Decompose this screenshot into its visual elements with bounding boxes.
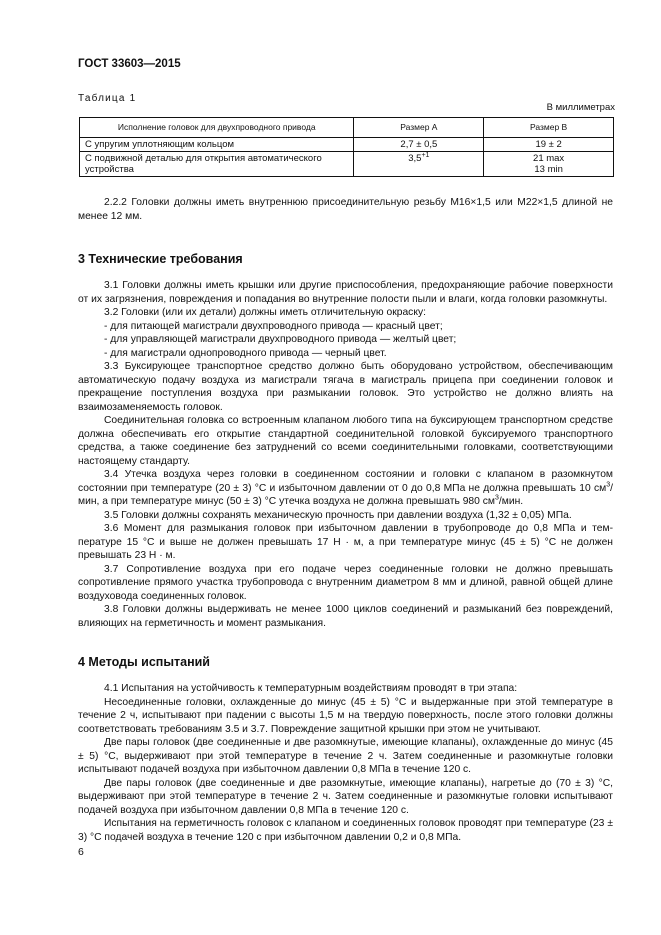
paragraph: 2.2.2 Головки должны иметь внутреннюю присоединительную резьбу М16×1,5 или М22×1,5 длиной не менее 12 мм. xyxy=(78,197,613,222)
table-header-cell: Размер В xyxy=(484,118,614,138)
text-run: /мин. xyxy=(498,496,524,507)
table-caption: Таблица 1 xyxy=(78,93,137,104)
text-run: 3.4 Утечка воздуха через головки в соединенном состоянии и головки с клапаном в разомкнутом состоянии при температуре (20 ± 3) °С и избыточном давлении от 0 до 0,8 МПа не должна превышать 10 см xyxy=(78,469,613,494)
document-body xyxy=(78,196,613,844)
page-number: 6 xyxy=(78,846,84,858)
table-header-cell: Исполнение головок для двухпроводного привода xyxy=(80,118,354,138)
table-cell: 2,7 ± 0,5 xyxy=(354,138,484,152)
dimensions-table xyxy=(79,117,614,177)
table-header-row xyxy=(80,118,614,138)
section-heading: 3 Технические требования xyxy=(78,252,243,266)
paragraph: 4.1 Испытания на устойчивость к температурным воздействиям проводят в три этапа: xyxy=(104,683,518,694)
table-header-cell: Размер А xyxy=(354,118,484,138)
superscript: 3 xyxy=(494,494,499,502)
paragraph: 3.5 Головки должны сохранять механическую прочность при давлении воздуха (1,32 ± 0,05) МПа. xyxy=(104,509,572,521)
table-cell: С упругим уплотняющим кольцом xyxy=(80,138,354,152)
text-run: /мин, а при температуре минус (50 ± 3) °С утечка воздуха не должна превышать 980 см xyxy=(78,482,613,507)
size-value: 3,5 xyxy=(408,153,422,164)
paragraph: 3.2 Головки (или их детали) должны иметь отличительную окраску: xyxy=(104,307,426,318)
list-item: - для управляющей магистрали двухпроводного привода — желтый цвет; xyxy=(104,334,457,345)
table-cell xyxy=(484,152,614,177)
table-cell: С подвижной деталью для открытия автоматического устройства xyxy=(80,152,354,177)
paragraph: Две пары головок (две соединенные и две разомкнутые, имеющие клапаны), нагретые до (70 ± 3) °С, выдерживают при этой температуре в течение 2 ч. Затем соединенные и разомкнутые головки испытывают подачей воздуха при избыточном давлении 0,8 МПа в течение 120 с. xyxy=(78,777,613,816)
doc-header: ГОСТ 33603—2015 xyxy=(78,58,181,70)
table-units: В миллиметрах xyxy=(546,102,615,113)
section-heading: 4 Методы испытаний xyxy=(78,655,210,669)
size-min: 13 min xyxy=(534,164,563,175)
table-row xyxy=(80,138,614,152)
paragraph: 3.1 Головки должны иметь крышки или другие приспособления, предохраняющие рабочие поверхности от их загрязнения, повреждения и попадания во внутренние полости пыли и влаги, когда головки разомкнуты. xyxy=(78,280,613,305)
superscript: 3 xyxy=(606,481,611,489)
paragraph: Испытания на герметичность головок с клапаном и соединенных головок проводят при температуре (23 ± 3) °С подачей воздуха в течение 120 с при избыточном давлении 0,2 и 0,8 МПа. xyxy=(78,818,613,843)
paragraph: 3.8 Головки должны выдерживать не менее 1000 циклов соединений и размыканий без повреждений, влияющих на герметичность и момент размыкания. xyxy=(78,604,613,629)
paragraph: 3.7 Сопротивление воздуха при его подаче через соединенные головки не должно превышать сопротивление прямого участка трубопровода с внутренним диаметром 8 мм и длиной, равной общей длине воздуховода соединенных головок. xyxy=(78,563,613,602)
table-row xyxy=(80,152,614,177)
paragraph xyxy=(78,468,613,509)
tolerance-superscript: +1 xyxy=(421,151,430,159)
list-item: - для магистрали однопроводного привода — черный цвет. xyxy=(104,347,387,359)
paragraph: 3.6 Момент для размыкания головок при избыточном давлении в трубопроводе до 0,8 МПа и температуре 15 °С и выше не должен превышать 17 Н · м, а при температуре минус (45 ± 5) °С не должен превышать 23 Н · м. xyxy=(78,523,613,561)
paragraph: Несоединенные головки, охлажденные до минус (45 ± 5) °С и выдержанные при этой температуре в течение 2 ч, испытывают при падении с высоты 1,5 м на твердую поверхность, после этого головки должны соответствовать требованиям 3.5 и 3.7. Повреждение защитной крышки при этом не учитывают. xyxy=(78,696,613,735)
table-cell xyxy=(354,152,484,177)
paragraph: Две пары головок (две соединенные и две разомкнутые, имеющие клапаны), охлажденные до минус (45 ± 5) °С, выдерживают при этой температуре в течение 2 ч. Затем соединенные и разомкнутые головки испытывают подачей воздуха при избыточном давлении 0,8 МПа в течение 120 с. xyxy=(78,737,613,775)
size-max: 21 max xyxy=(533,153,565,164)
table-cell: 19 ± 2 xyxy=(484,138,614,152)
paragraph: 3.3 Буксирующее транспортное средство должно быть оборудовано устройством, обеспечивающим автоматическую подачу воздуха из магистрали тягача в магистраль прицепа при соединении головок и прекращение поступления воздуха при размыкании головок. Это устройство не должно влиять на взаимозаменяемость головок. xyxy=(78,361,613,413)
list-item: - для питающей магистрали двухпроводного привода — красный цвет; xyxy=(104,320,443,332)
paragraph: Соединительная головка со встроенным клапаном любого типа на буксирующем транспортном средстве должна обеспечивать его открытие стандартной соединительной головкой буксируемого транспортного средства, а также соединение без затруднений со всеми соединительными головками, соответствующими настоящему стандарту. xyxy=(78,415,613,467)
